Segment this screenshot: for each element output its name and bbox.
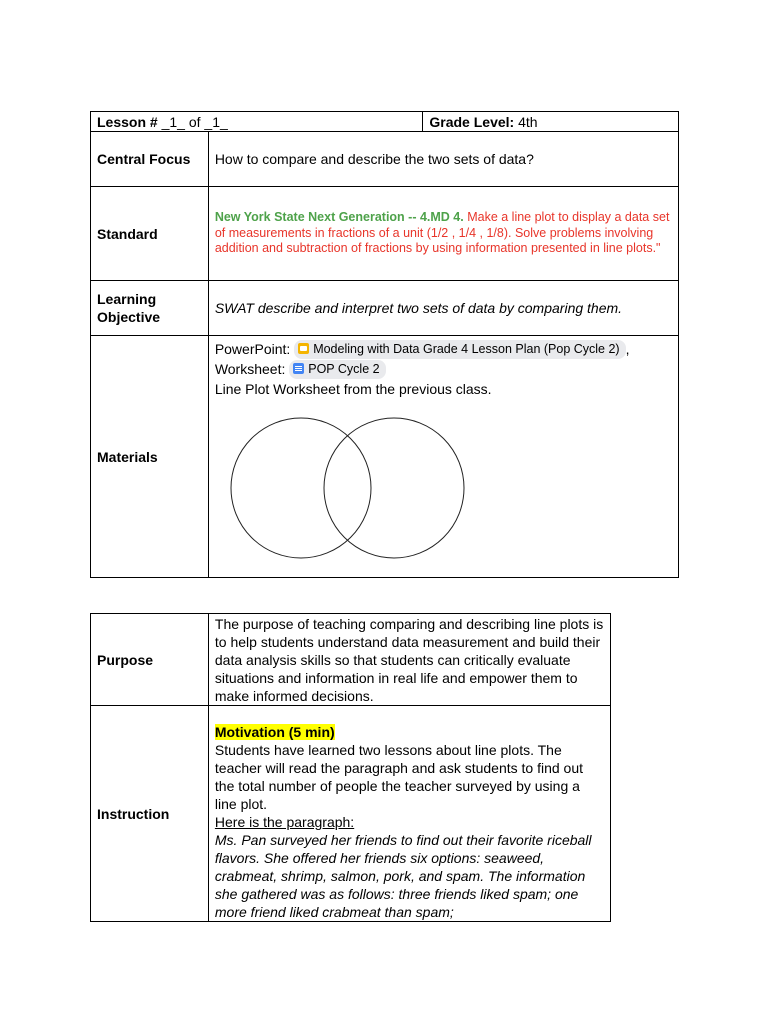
learning-objective-label [91, 281, 209, 336]
lesson-number: _1_ of _1_ [157, 113, 228, 130]
motivation-heading: Motivation (5 min) [214, 724, 335, 740]
central-focus-text: How to compare and describe the two sets of data? [208, 132, 678, 187]
docs-icon [293, 363, 304, 374]
materials-content [208, 336, 678, 578]
powerpoint-link-chip[interactable] [294, 340, 625, 359]
worksheet-link-chip[interactable] [289, 360, 385, 379]
grade-level-cell [423, 112, 679, 132]
worksheet-line [215, 359, 672, 379]
learning-objective-label-line2: Objective [97, 309, 161, 325]
materials-row [91, 336, 679, 578]
venn-right-circle [324, 418, 464, 558]
grade-level-label: Grade Level: [429, 113, 515, 130]
powerpoint-link-text: Modeling with Data Grade 4 Lesson Plan (Pop Cycle 2) [313, 342, 620, 356]
survey-paragraph: Ms. Pan surveyed her friends to find out their favorite riceball flavors. She offered her friends six options: seaweed, crabmeat, shrimp, salmon, pork, and spam. The information she gathered was as follows: three friends liked spam; one more friend liked crabmeat than spam; [214, 832, 592, 920]
lesson-label: Lesson # [97, 113, 158, 130]
grade-level-value: 4th [514, 113, 538, 130]
venn-diagram [227, 409, 477, 559]
materials-label: Materials [91, 336, 209, 578]
learning-objective-text: SWAT describe and interpret two sets of data by comparing them. [208, 281, 678, 336]
learning-objective-label-line1: Learning [97, 291, 157, 307]
standard-row [91, 187, 679, 281]
instruction-label: Instruction [91, 706, 209, 922]
standard-text [208, 187, 678, 281]
paragraph-heading: Here is the paragraph: [214, 814, 355, 830]
central-focus-label: Central Focus [91, 132, 209, 187]
worksheet-link-text: POP Cycle 2 [308, 362, 380, 376]
lesson-number-cell [91, 112, 423, 132]
powerpoint-comma: , [625, 341, 630, 357]
lesson-overview-table [90, 111, 679, 578]
purpose-row [91, 614, 611, 706]
lesson-row [91, 112, 679, 132]
worksheet-label: Worksheet: [214, 361, 286, 377]
purpose-label: Purpose [91, 614, 209, 706]
powerpoint-line [215, 339, 672, 359]
instruction-content [208, 706, 610, 922]
instruction-intro: Students have learned two lessons about line plots. The teacher will read the paragraph and ask students to find out the total number of people the teacher surveyed by using a line plot. [214, 742, 584, 812]
purpose-text: The purpose of teaching comparing and describing line plots is to help students understand data measurement and build their data analysis skills so that students can critically evaluate situations and information in real life and empower them to make informed decisions. [208, 614, 610, 706]
line-plot-worksheet-text: Line Plot Worksheet from the previous class. [214, 381, 492, 397]
powerpoint-label: PowerPoint: [214, 341, 291, 357]
standard-description: Make a line plot to display a data set of measurements in fractions of a unit (1/2 , 1/4 , 1/8). Solve problems involving addition and subtraction of fractions by using information presented in line plots." [214, 210, 670, 256]
central-focus-row [91, 132, 679, 187]
instruction-row [91, 706, 611, 922]
slides-icon [298, 343, 309, 354]
learning-objective-row [91, 281, 679, 336]
venn-left-circle [231, 418, 371, 558]
lesson-details-table [90, 613, 611, 922]
standard-label: Standard [91, 187, 209, 281]
standard-code: New York State Next Generation -- 4.MD 4. [214, 210, 464, 225]
